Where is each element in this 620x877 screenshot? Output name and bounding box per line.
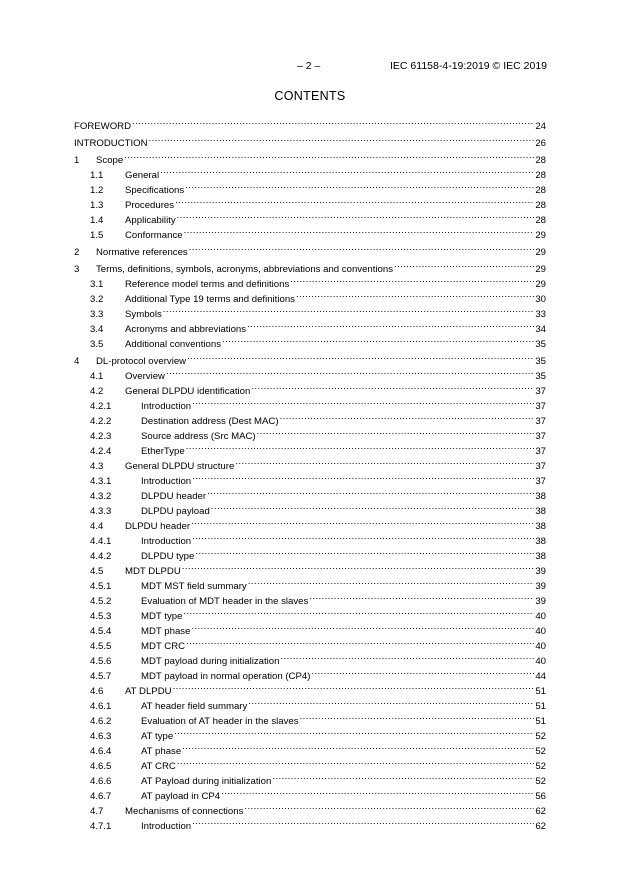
toc-dot-leader <box>191 619 534 634</box>
toc-entry-page: 39 <box>535 581 546 592</box>
toc-entry-number: 4.4 <box>90 521 104 532</box>
toc-entry-number: 4.4.1 <box>90 536 112 547</box>
toc-entry-title[interactable]: General DLPDU structure <box>125 461 235 472</box>
toc-entry-number: 4.2.3 <box>90 431 112 442</box>
toc-entry-title[interactable]: DLPDU type <box>141 551 195 562</box>
toc-entry-number: 3.5 <box>90 339 104 350</box>
toc-dot-leader <box>175 193 534 208</box>
toc-dot-leader <box>132 114 534 129</box>
toc-dot-leader <box>247 317 534 332</box>
toc-entry-number: 4.5.3 <box>90 611 112 622</box>
toc-entry-title[interactable]: EtherType <box>141 446 185 457</box>
toc-entry-page: 35 <box>535 356 546 367</box>
toc-entry-title[interactable]: FOREWORD <box>74 121 132 132</box>
toc-entry-title[interactable]: Destination address (Dest MAC) <box>141 416 279 427</box>
toc-entry-page: 40 <box>535 641 546 652</box>
toc-entry-number: 4.6.5 <box>90 761 112 772</box>
toc-dot-leader <box>182 739 534 754</box>
toc-entry-title[interactable]: Reference model terms and definitions <box>125 279 290 290</box>
toc-entry-title[interactable]: Overview <box>125 371 165 382</box>
toc-entry-page: 38 <box>535 551 546 562</box>
toc-dot-leader <box>207 484 534 499</box>
toc-dot-leader <box>185 178 534 193</box>
page-header <box>0 60 620 74</box>
toc-entry-number: 3.3 <box>90 309 104 320</box>
toc-entry-number: 3.4 <box>90 324 104 335</box>
toc-entry-title[interactable]: Specifications <box>125 185 185 196</box>
toc-dot-leader <box>300 709 534 724</box>
toc-entry-title[interactable]: Mechanisms of connections <box>125 806 244 817</box>
toc-dot-leader <box>296 287 534 302</box>
toc-entry-number: 4.3.3 <box>90 506 112 517</box>
toc-entry-page: 28 <box>535 155 546 166</box>
toc-entry-page: 37 <box>535 386 546 397</box>
toc-entry-number: 4 <box>74 356 80 367</box>
toc-entry-title[interactable]: MDT type <box>141 611 183 622</box>
toc-entry-title[interactable]: MDT DLPDU <box>125 566 181 577</box>
toc-entry-page: 37 <box>535 401 546 412</box>
toc-dot-leader <box>272 769 534 784</box>
toc-entry-page: 35 <box>535 371 546 382</box>
toc-entry-title[interactable]: AT header field summary <box>141 701 248 712</box>
toc-entry-page: 28 <box>535 215 546 226</box>
toc-entry-title[interactable]: Scope <box>96 155 124 166</box>
toc-entry-number: 4.2.2 <box>90 416 112 427</box>
toc-entry-page: 51 <box>535 716 546 727</box>
toc-dot-leader <box>163 302 534 317</box>
toc-entry-page: 38 <box>535 506 546 517</box>
toc-dot-leader <box>311 664 534 679</box>
toc-entry-title[interactable]: General DLPDU identification <box>125 386 251 397</box>
toc-dot-leader <box>177 754 534 769</box>
toc-entry-title[interactable]: DLPDU header <box>141 491 207 502</box>
toc-entry-title[interactable]: Evaluation of AT header in the slaves <box>141 716 299 727</box>
toc-entry-title[interactable]: MDT payload in normal operation (CP4) <box>141 671 311 682</box>
toc-entry-number: 4.3.2 <box>90 491 112 502</box>
toc-entry-page: 39 <box>535 566 546 577</box>
toc-entry-number: 1.2 <box>90 185 104 196</box>
toc-entry-page: 56 <box>535 791 546 802</box>
toc-entry-title[interactable]: Introduction <box>141 821 192 832</box>
toc-dot-leader <box>280 409 534 424</box>
toc-entry-page: 29 <box>535 230 546 241</box>
toc-entry-title[interactable]: Terms, definitions, symbols, acronyms, abbreviations and conventions <box>96 264 394 275</box>
toc-entry-number: 1.1 <box>90 170 104 181</box>
toc-dot-leader <box>290 272 534 287</box>
toc-dot-leader <box>182 559 534 574</box>
toc-entry-title[interactable]: Procedures <box>125 200 175 211</box>
toc-entry-page: 37 <box>535 416 546 427</box>
toc-dot-leader <box>183 604 534 619</box>
toc-entry-title[interactable]: Evaluation of MDT header in the slaves <box>141 596 309 607</box>
toc-dot-leader <box>186 634 534 649</box>
toc-entry-number: 4.1 <box>90 371 104 382</box>
toc-entry-page: 24 <box>535 121 546 132</box>
toc-entry-page: 29 <box>535 247 546 258</box>
toc-entry-number: 4.5.7 <box>90 671 112 682</box>
toc-entry-page: 33 <box>535 309 546 320</box>
toc-entry-page: 62 <box>535 821 546 832</box>
toc-entry-page: 39 <box>535 596 546 607</box>
toc-entry-page: 38 <box>535 521 546 532</box>
toc-entry-number: 4.6.2 <box>90 716 112 727</box>
toc-dot-leader <box>211 499 534 514</box>
toc-dot-leader <box>195 544 534 559</box>
toc-entry-title[interactable]: AT CRC <box>141 761 176 772</box>
toc-entry-number: 4.2.4 <box>90 446 112 457</box>
toc-entry-title[interactable]: Symbols <box>125 309 162 320</box>
toc-dot-leader <box>149 131 534 146</box>
toc-dot-leader <box>251 379 534 394</box>
toc-entry-page: 34 <box>535 324 546 335</box>
toc-entry-title[interactable]: AT payload in CP4 <box>141 791 221 802</box>
toc-entry-number: 4.3.1 <box>90 476 112 487</box>
toc-entry-page: 38 <box>535 536 546 547</box>
toc-entry-number: 4.7 <box>90 806 104 817</box>
toc-entry-title[interactable]: Additional Type 19 terms and definitions <box>125 294 295 305</box>
toc-entry-title[interactable]: AT Payload during initialization <box>141 776 272 787</box>
toc-entry-number: 1 <box>74 155 80 166</box>
toc-dot-leader <box>160 163 534 178</box>
toc-entry-title[interactable]: AT type <box>141 731 174 742</box>
toc-dot-leader <box>192 394 534 409</box>
contents-title: CONTENTS <box>274 89 346 103</box>
toc-entry-title[interactable]: Applicability <box>125 215 176 226</box>
toc-entry-page: 40 <box>535 656 546 667</box>
toc-entry-number: 4.5.6 <box>90 656 112 667</box>
toc-entry-number: 4.2.1 <box>90 401 112 412</box>
toc-entry-page: 29 <box>535 279 546 290</box>
toc-entry-number: 4.3 <box>90 461 104 472</box>
toc-entry-title[interactable]: Introduction <box>141 536 192 547</box>
toc-entry-page: 44 <box>535 671 546 682</box>
toc-dot-leader <box>191 514 534 529</box>
toc-entry-number: 4.6.4 <box>90 746 112 757</box>
toc-entry-number: 1.4 <box>90 215 104 226</box>
toc-dot-leader <box>394 257 534 272</box>
toc-dot-leader <box>124 148 534 163</box>
toc-entry-page: 37 <box>535 431 546 442</box>
toc-dot-leader <box>221 784 534 799</box>
toc-entry-page: 35 <box>535 339 546 350</box>
table-of-contents <box>74 112 546 832</box>
toc-entry-page: 62 <box>535 806 546 817</box>
toc-dot-leader <box>192 814 534 829</box>
toc-dot-leader <box>184 223 534 238</box>
toc-entry-title[interactable]: MDT phase <box>141 626 191 637</box>
toc-dot-leader <box>166 364 534 379</box>
toc-entry-number: 4.6.1 <box>90 701 112 712</box>
toc-entry-title[interactable]: Acronyms and abbreviations <box>125 324 247 335</box>
toc-entry-number: 4.5.2 <box>90 596 112 607</box>
toc-entry-number: 4.2 <box>90 386 104 397</box>
toc-entry-page: 52 <box>535 731 546 742</box>
toc-entry-page: 40 <box>535 611 546 622</box>
toc-entry[interactable] <box>74 114 546 132</box>
toc-entry-number: 3.1 <box>90 279 104 290</box>
toc-entry-page: 51 <box>535 686 546 697</box>
toc-entry-title[interactable]: MDT MST field summary <box>141 581 247 592</box>
page-number: – 2 – <box>297 60 321 72</box>
toc-entry-page: 30 <box>535 294 546 305</box>
toc-entry-title[interactable]: Source address (Src MAC) <box>141 431 256 442</box>
toc-entry-page: 38 <box>535 491 546 502</box>
toc-dot-leader <box>186 439 534 454</box>
toc-entry-title[interactable]: Normative references <box>96 247 188 258</box>
toc-dot-leader <box>187 349 534 364</box>
toc-entry-title[interactable]: MDT CRC <box>141 641 186 652</box>
toc-entry-number: 4.6.3 <box>90 731 112 742</box>
toc-entry-number: 2 <box>74 247 80 258</box>
toc-entry-page: 28 <box>535 170 546 181</box>
toc-entry-number: 4.5.1 <box>90 581 112 592</box>
toc-entry-title[interactable]: INTRODUCTION <box>74 138 148 149</box>
toc-entry-number: 1.5 <box>90 230 104 241</box>
toc-entry-page: 37 <box>535 461 546 472</box>
toc-dot-leader <box>248 694 534 709</box>
toc-entry-number: 4.5 <box>90 566 104 577</box>
toc-entry-number: 4.6.7 <box>90 791 112 802</box>
toc-entry-number: 4.6 <box>90 686 104 697</box>
toc-entry-number: 4.7.1 <box>90 821 112 832</box>
toc-entry-title[interactable]: Additional conventions <box>125 339 222 350</box>
toc-dot-leader <box>173 679 534 694</box>
toc-entry-title[interactable]: DLPDU payload <box>141 506 210 517</box>
toc-entry-number: 3 <box>74 264 80 275</box>
toc-dot-leader <box>192 469 534 484</box>
toc-entry-number: 4.4.2 <box>90 551 112 562</box>
toc-dot-leader <box>244 799 534 814</box>
toc-entry[interactable] <box>74 148 546 166</box>
toc-dot-leader <box>235 454 534 469</box>
toc-entry-title[interactable]: MDT payload during initialization <box>141 656 280 667</box>
toc-entry-title[interactable]: Introduction <box>141 476 192 487</box>
toc-entry-title[interactable]: General <box>125 170 160 181</box>
toc-entry-page: 28 <box>535 185 546 196</box>
toc-entry-title[interactable]: Introduction <box>141 401 192 412</box>
toc-entry-page: 37 <box>535 446 546 457</box>
toc-entry-page: 51 <box>535 701 546 712</box>
toc-entry-page: 40 <box>535 626 546 637</box>
toc-dot-leader <box>309 589 534 604</box>
toc-entry-page: 52 <box>535 776 546 787</box>
toc-entry-page: 26 <box>535 138 546 149</box>
toc-dot-leader <box>174 724 534 739</box>
toc-entry-number: 4.5.4 <box>90 626 112 637</box>
toc-dot-leader <box>257 424 534 439</box>
document-reference: IEC 61158-4-19:2019 © IEC 2019 <box>390 60 547 72</box>
toc-entry-number: 4.5.5 <box>90 641 112 652</box>
toc-entry-number: 4.6.6 <box>90 776 112 787</box>
toc-entry[interactable] <box>74 131 546 149</box>
toc-dot-leader <box>248 574 534 589</box>
toc-entry-page: 28 <box>535 200 546 211</box>
toc-entry-page: 52 <box>535 746 546 757</box>
toc-entry-title[interactable]: DL-protocol overview <box>96 356 187 367</box>
toc-dot-leader <box>222 332 534 347</box>
toc-entry-page: 52 <box>535 761 546 772</box>
toc-entry-title[interactable]: Conformance <box>125 230 183 241</box>
toc-entry-number: 1.3 <box>90 200 104 211</box>
toc-entry-page: 37 <box>535 476 546 487</box>
toc-dot-leader <box>280 649 534 664</box>
toc-entry-number: 3.2 <box>90 294 104 305</box>
toc-entry-title[interactable]: AT phase <box>141 746 182 757</box>
toc-entry[interactable] <box>74 163 546 181</box>
toc-entry-title[interactable]: AT DLPDU <box>125 686 172 697</box>
toc-entry-page: 29 <box>535 264 546 275</box>
toc-dot-leader <box>189 240 534 255</box>
toc-dot-leader <box>192 529 534 544</box>
toc-dot-leader <box>177 208 534 223</box>
toc-entry-title[interactable]: DLPDU header <box>125 521 191 532</box>
